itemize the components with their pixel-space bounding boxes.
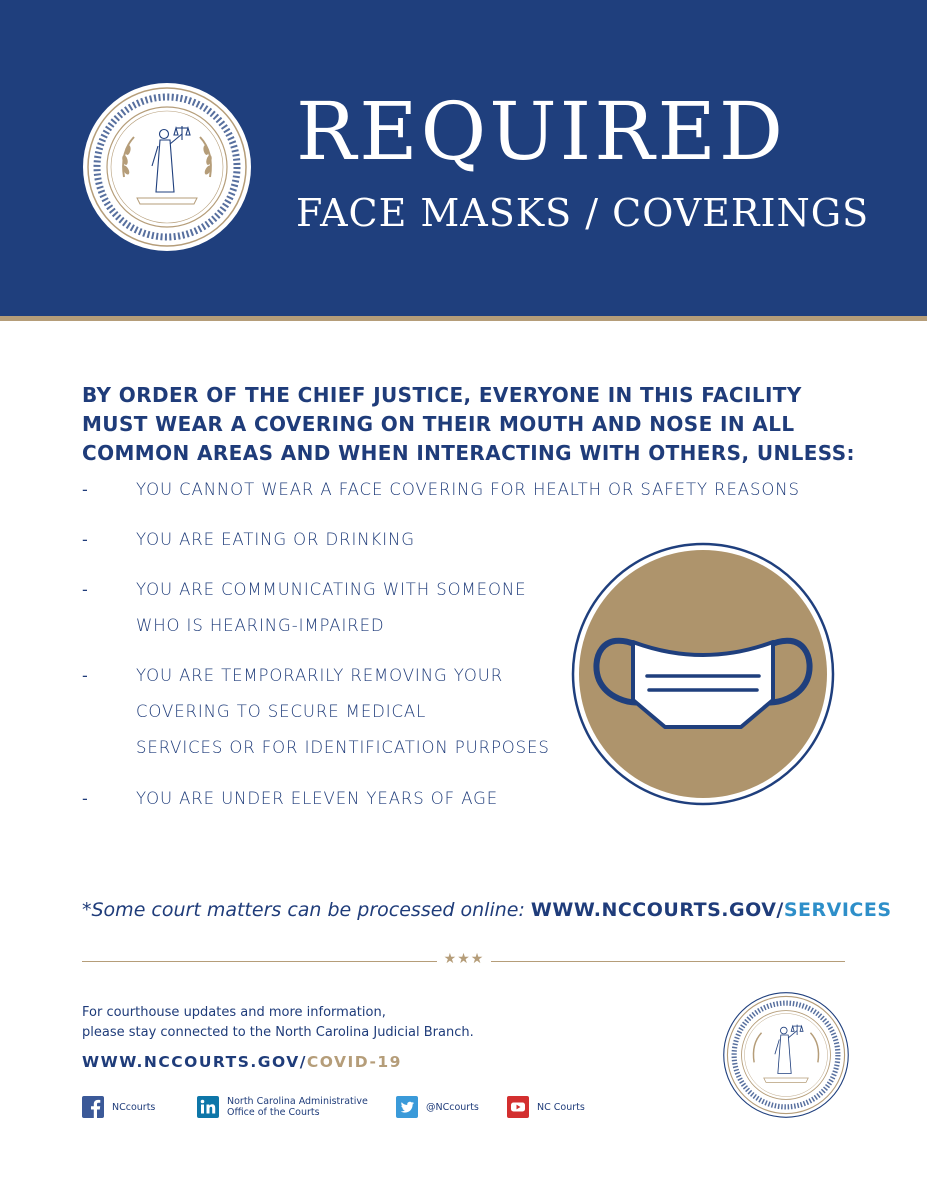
twitter-label: @NCcourts [426,1101,479,1113]
exception-item [82,572,582,644]
face-mask-icon [571,542,835,806]
facebook-link[interactable] [82,1096,155,1118]
facebook-label: NCcourts [112,1101,156,1113]
exception-line: WHO IS HEARING-IMPAIRED [136,616,385,635]
linkedin-link[interactable] [197,1096,368,1118]
updates-line: please stay connected to the North Carolina Judicial Branch. [82,1025,474,1040]
linkedin-label [227,1096,368,1118]
exception-line: YOU ARE UNDER ELEVEN YEARS OF AGE [136,789,499,808]
list-dash: - [82,789,88,808]
divider-line-right [491,961,845,962]
exception-line: YOU ARE TEMPORARILY REMOVING YOUR [136,666,504,685]
facebook-icon [82,1096,104,1118]
order-statement: BY ORDER OF THE CHIEF JUSTICE, EVERYONE IN THIS FACILITY MUST WEAR A COVERING ON THEIR MOUTH AND NOSE IN ALL COMMON AREAS AND WHEN INTERACTING WITH OTHERS, UNLESS: [82,383,855,465]
linkedin-icon [197,1096,219,1118]
page-title: REQUIRED [296,85,787,178]
exception-item [82,472,800,508]
judicial-seal-logo [82,82,252,252]
twitter-icon [396,1096,418,1118]
updates-line: For courthouse updates and more information, [82,1005,386,1020]
judicial-seal-logo [723,992,849,1118]
exception-line: COVERING TO SECURE MEDICAL [136,702,427,721]
services-link-accent[interactable]: SERVICES [783,899,892,921]
list-dash: - [82,666,88,685]
online-note-text: *Some court matters can be processed online: [82,899,525,921]
list-dash: - [82,480,88,499]
list-dash: - [82,530,88,549]
exception-line: YOU CANNOT WEAR A FACE COVERING FOR HEALTH OR SAFETY REASONS [136,480,800,499]
header-gold-rule [0,316,927,321]
twitter-link[interactable] [396,1096,479,1118]
covid-link-main[interactable]: WWW.NCCOURTS.GOV/ [82,1053,307,1071]
online-services-note [82,897,892,923]
covid-link-accent[interactable]: COVID-19 [306,1053,402,1071]
exception-item [82,781,582,817]
exception-item [82,522,582,558]
exception-line: SERVICES OR FOR IDENTIFICATION PURPOSES [136,738,550,757]
divider-line-left [82,961,437,962]
updates-text [82,1003,602,1043]
covid-link[interactable] [82,1053,402,1071]
page-subtitle: FACE MASKS / COVERINGS [296,191,870,235]
exception-line: YOU ARE EATING OR DRINKING [136,530,415,549]
youtube-label: NC Courts [537,1101,585,1113]
exception-item [82,658,582,766]
list-dash: - [82,580,88,599]
youtube-icon [507,1096,529,1118]
linkedin-label-line: Office of the Courts [227,1107,320,1118]
stars-divider-icon: ★★★ [443,951,485,967]
linkedin-label-line: North Carolina Administrative [227,1096,368,1107]
exception-line: YOU ARE COMMUNICATING WITH SOMEONE [136,580,527,599]
services-link[interactable]: WWW.NCCOURTS.GOV/ [530,899,784,921]
youtube-link[interactable] [507,1096,585,1118]
